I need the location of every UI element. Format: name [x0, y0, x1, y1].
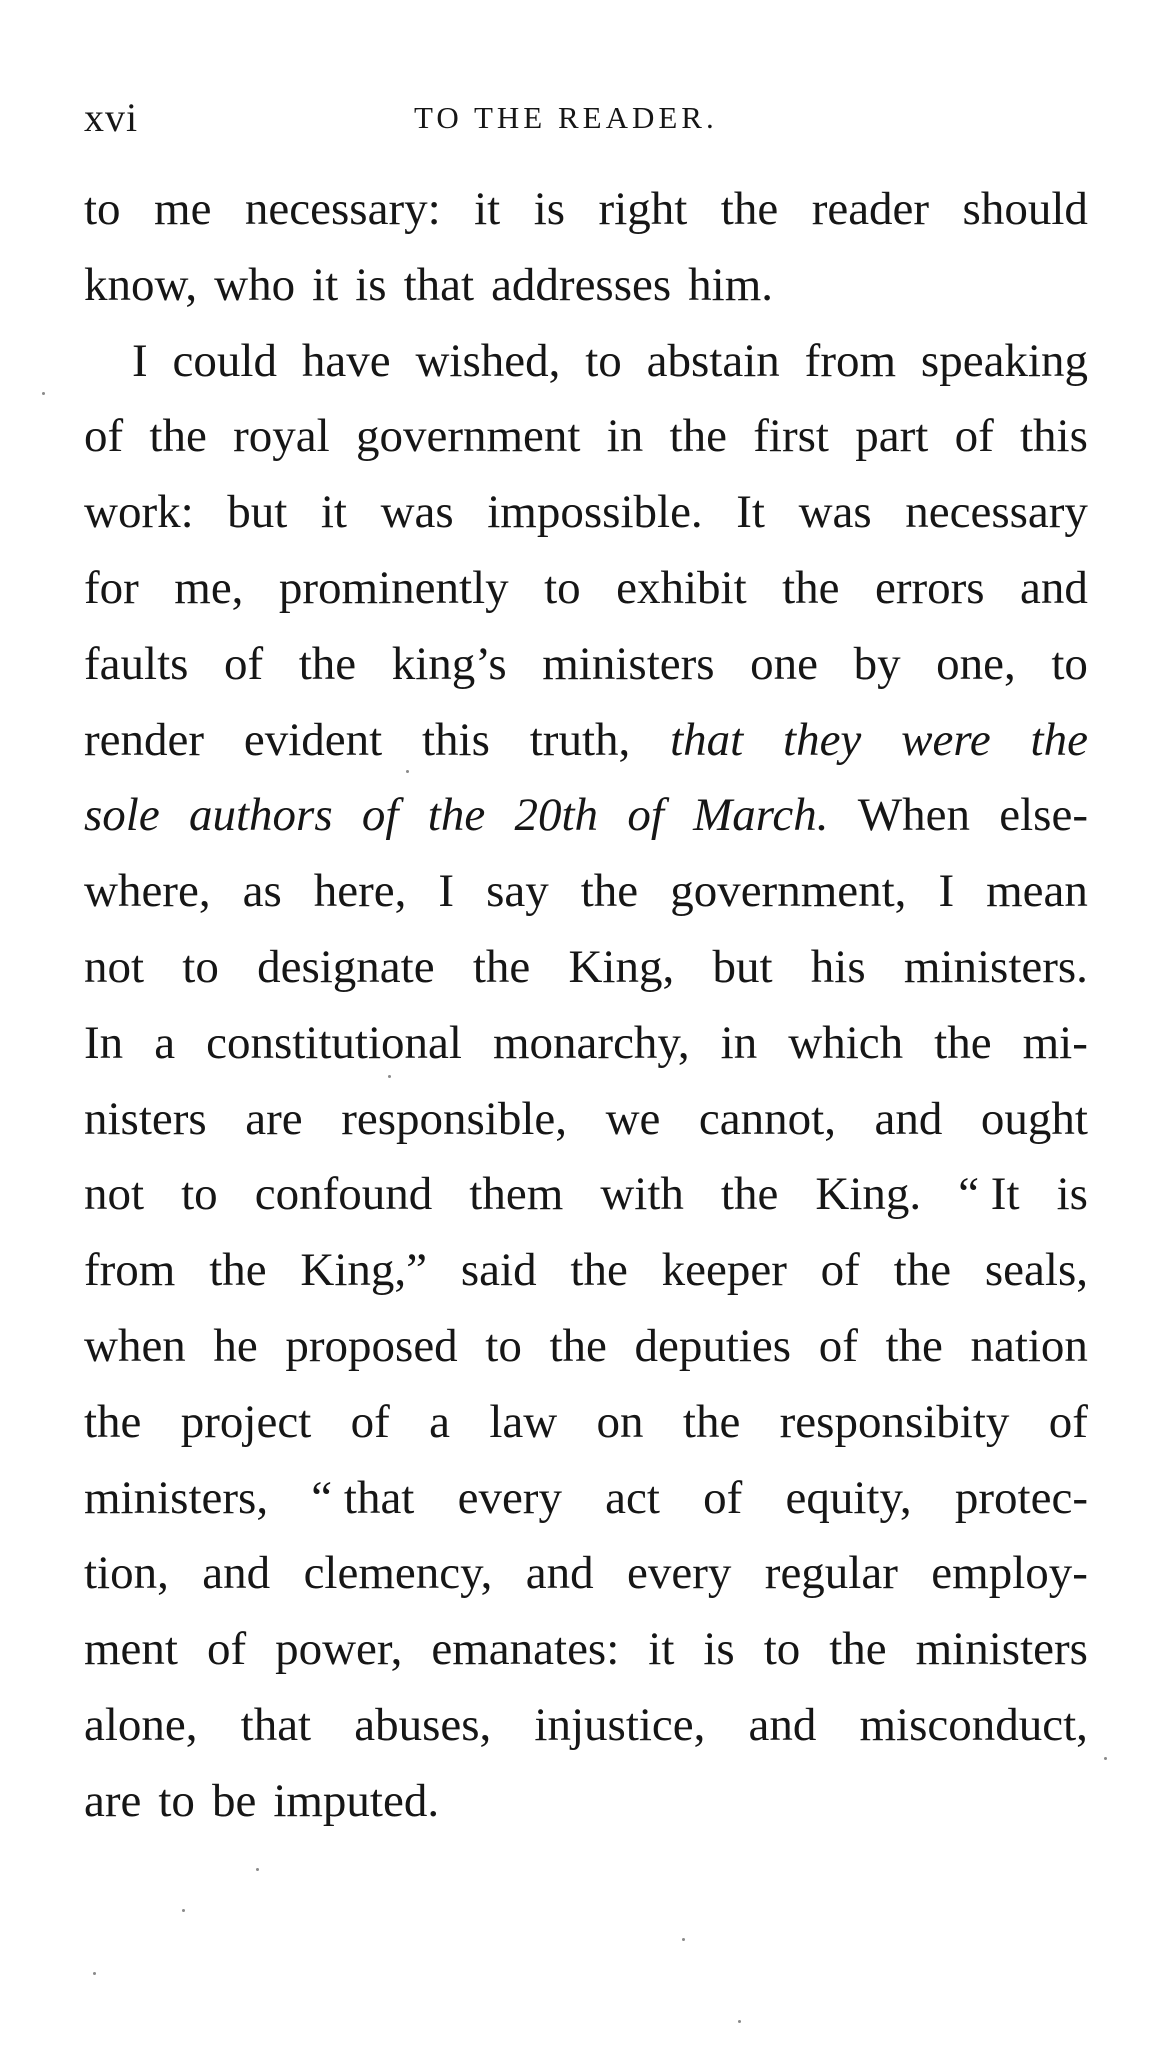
text-line [84, 930, 1088, 1006]
paper-speck [182, 1909, 185, 1912]
word: the [885, 1319, 943, 1372]
word: deputies [634, 1319, 792, 1372]
word: authors [189, 789, 333, 842]
word: that [240, 1698, 312, 1751]
word: right [598, 183, 688, 235]
text-line [84, 1764, 1088, 1840]
word: not [84, 1168, 145, 1221]
word: every [457, 1471, 562, 1524]
text-line [84, 627, 1088, 703]
word: are [245, 1092, 303, 1145]
word: said [460, 1244, 537, 1297]
word: and [874, 1092, 943, 1145]
word: him. [688, 258, 774, 311]
word: say [486, 865, 549, 918]
text-line [84, 1082, 1088, 1158]
word: faults [84, 637, 189, 690]
word: the [720, 183, 779, 235]
page-number: xvi [84, 95, 139, 140]
word: imputed. [273, 1774, 440, 1827]
word: have [301, 334, 391, 387]
word: with [600, 1168, 684, 1221]
word: is [355, 258, 387, 311]
word: as [242, 865, 282, 918]
paper-speck [738, 2020, 741, 2023]
text-line [84, 1309, 1088, 1385]
word: 20th [514, 789, 599, 842]
word: ministers [915, 1623, 1088, 1676]
word: royal [233, 410, 330, 463]
word: constitutional [206, 1016, 462, 1069]
word: alone, [84, 1698, 198, 1751]
word: errors [874, 561, 985, 614]
word: which [788, 1016, 904, 1069]
word: the [682, 1395, 741, 1448]
word: on [596, 1395, 644, 1448]
word: ministers [542, 637, 715, 690]
word: the [1030, 713, 1088, 766]
word: power, [275, 1623, 403, 1676]
word: for [84, 561, 139, 614]
word: was [798, 486, 872, 539]
paper-speck [682, 1938, 685, 1941]
paper-speck [1104, 1757, 1107, 1760]
word: were [901, 713, 991, 766]
word: prominently [278, 561, 509, 614]
word: mean [986, 865, 1088, 918]
word: “ that [311, 1471, 415, 1524]
word: nisters [84, 1092, 207, 1145]
text-line [84, 854, 1088, 930]
word: to [585, 334, 622, 387]
word: mi- [1022, 1016, 1088, 1069]
word: of [224, 637, 264, 690]
text-line [84, 1461, 1088, 1537]
word: but [712, 940, 773, 993]
running-head [84, 94, 1088, 144]
word: monarchy, [493, 1016, 690, 1069]
word: work: [84, 486, 194, 539]
word: me, [174, 561, 244, 614]
word: sole [84, 789, 160, 842]
word: the [549, 1319, 607, 1372]
word: to [763, 1623, 801, 1676]
word: the [720, 1168, 779, 1221]
word: the [669, 410, 727, 463]
word: ought [980, 1092, 1088, 1145]
running-title: TO THE READER. [414, 100, 718, 135]
word: of [1048, 1395, 1088, 1448]
word: abuses, [354, 1698, 492, 1751]
word: them [469, 1168, 564, 1221]
word: to [485, 1319, 522, 1372]
word: to [1051, 637, 1088, 690]
word: necessary [905, 486, 1088, 539]
word: the [84, 1395, 142, 1448]
word: that [403, 258, 475, 311]
word: of [818, 1319, 858, 1372]
word: render [84, 713, 205, 766]
word: a [429, 1395, 450, 1448]
word: every [627, 1547, 732, 1600]
word: I [938, 865, 955, 918]
paper-speck [256, 1868, 259, 1871]
word: it [648, 1623, 675, 1676]
text-line [84, 1157, 1088, 1233]
word: king’s [391, 637, 507, 690]
word: the [427, 789, 486, 842]
word: of [350, 1395, 390, 1448]
text-line [84, 475, 1088, 551]
word: seals, [984, 1244, 1088, 1297]
word: protec- [954, 1471, 1088, 1524]
word: of [84, 410, 124, 463]
text-line [84, 248, 1088, 324]
word: to [84, 183, 121, 235]
word: me [154, 183, 212, 235]
word: it [312, 258, 339, 311]
word: government, [670, 865, 907, 918]
word: King, [568, 940, 675, 993]
word: act [605, 1471, 660, 1524]
word: the [209, 1244, 267, 1297]
word: in [606, 410, 644, 463]
word: abstain [646, 334, 780, 387]
word: his [810, 940, 866, 993]
word: be [211, 1774, 257, 1827]
word: this [422, 713, 490, 766]
word: he [213, 1319, 258, 1372]
body-text [84, 172, 1088, 1840]
paper-speck [42, 392, 45, 395]
word: the [893, 1244, 952, 1297]
word: truth, [529, 713, 631, 766]
word: and [525, 1547, 594, 1600]
word: we [605, 1092, 661, 1145]
word: else- [999, 789, 1088, 842]
word: is [533, 183, 566, 235]
word: regular [764, 1547, 898, 1600]
text-line [84, 1536, 1088, 1612]
word: the [570, 1244, 628, 1297]
word: to [182, 940, 219, 993]
word: March. [693, 789, 829, 842]
word: it [474, 183, 501, 235]
text-line [84, 1612, 1088, 1688]
word: of [954, 410, 994, 463]
word: to [544, 561, 581, 614]
text-line [84, 324, 1088, 400]
word: nation [970, 1319, 1088, 1372]
word: from [804, 334, 897, 387]
word: is [703, 1623, 735, 1676]
word: of [820, 1244, 860, 1297]
paper-speck [406, 770, 409, 773]
word: exhibit [616, 561, 747, 614]
word: addresses [491, 258, 672, 311]
text-line [84, 551, 1088, 627]
word: ment [84, 1623, 178, 1676]
word: to [181, 1168, 218, 1221]
word: and [202, 1547, 271, 1600]
word: who [214, 258, 296, 311]
word: the [298, 637, 357, 690]
word: employ- [931, 1547, 1088, 1600]
word: is [1056, 1168, 1088, 1221]
word: evident [243, 713, 383, 766]
word: when [84, 1319, 186, 1372]
word: one, [936, 637, 1016, 690]
word: one [750, 637, 819, 690]
word: When [857, 789, 970, 842]
word: a [154, 1016, 176, 1069]
word: the [782, 561, 840, 614]
word: King. [815, 1168, 922, 1221]
word: necessary: [244, 183, 441, 235]
word: emanates: [431, 1623, 620, 1676]
word: the [149, 410, 207, 463]
word: designate [257, 940, 435, 993]
word: tion, [84, 1547, 169, 1600]
word: injustice, [534, 1698, 706, 1751]
word: King,” [300, 1244, 428, 1297]
word: where, [84, 865, 211, 918]
word: not [84, 940, 145, 993]
word: impossible. [487, 486, 703, 539]
word: speaking [920, 334, 1088, 387]
text-line [84, 1233, 1088, 1309]
text-line [84, 399, 1088, 475]
word: clemency, [303, 1547, 493, 1600]
word: confound [254, 1168, 433, 1221]
word: responsibity [779, 1395, 1010, 1448]
word: the [580, 865, 639, 918]
word: and [748, 1698, 817, 1751]
word: this [1019, 410, 1088, 463]
word: know, [84, 258, 198, 311]
word: are [84, 1774, 142, 1827]
text-line [84, 778, 1088, 854]
word: ministers, [84, 1471, 269, 1524]
word: first [753, 410, 829, 463]
word: was [380, 486, 454, 539]
word: here, [313, 865, 407, 918]
word: I [132, 334, 148, 387]
word: that [670, 713, 744, 766]
word: cannot, [698, 1092, 836, 1145]
word: the [472, 940, 531, 993]
word: but [227, 486, 288, 539]
word: I [438, 865, 455, 918]
word: it [320, 486, 347, 539]
word: reader [811, 183, 930, 235]
word: equity, [785, 1471, 912, 1524]
word: of [703, 1471, 743, 1524]
text-line [84, 172, 1088, 248]
word: to [158, 1774, 195, 1827]
word: It [736, 486, 765, 539]
word: government [355, 410, 581, 463]
word: should [962, 183, 1088, 235]
word: and [1020, 561, 1088, 614]
word: misconduct, [859, 1698, 1088, 1751]
word: project [180, 1395, 312, 1448]
text-line [84, 1385, 1088, 1461]
word: the [829, 1623, 887, 1676]
word: in [720, 1016, 758, 1069]
word: law [489, 1395, 558, 1448]
word: wished, [415, 334, 561, 387]
word: keeper [661, 1244, 787, 1297]
text-line [84, 1688, 1088, 1764]
word: could [172, 334, 277, 387]
word: “ It [958, 1168, 1020, 1221]
word: from [84, 1244, 176, 1297]
word: the [934, 1016, 992, 1069]
paper-speck [388, 1075, 391, 1078]
word: they [783, 713, 862, 766]
paper-speck [93, 1972, 96, 1975]
word: responsible, [341, 1092, 568, 1145]
text-line [84, 1006, 1088, 1082]
word: proposed [285, 1319, 458, 1372]
word: of [361, 789, 399, 842]
word: part [855, 410, 929, 463]
word: of [627, 789, 664, 842]
word: by [853, 637, 901, 690]
word: of [206, 1623, 247, 1676]
text-line [84, 703, 1088, 779]
word: In [84, 1016, 124, 1069]
word: ministers. [903, 940, 1088, 993]
